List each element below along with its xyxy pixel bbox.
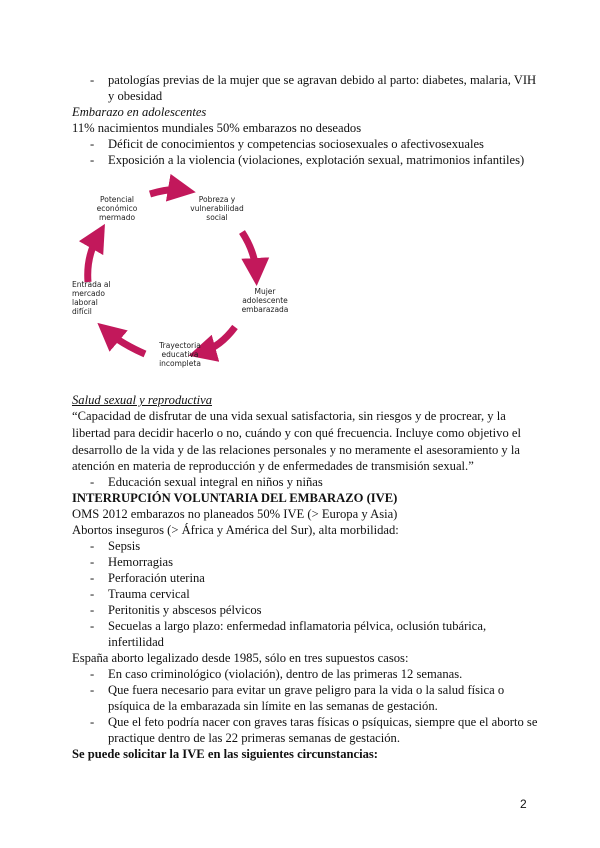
bullet-text: Educación sexual integral en niños y niñas [108,475,323,489]
cycle-arrow [242,232,256,272]
bullet-text: psíquica de la embarazada sin límite en las semanas de gestación. [108,699,438,713]
bullet-text: Peritonitis y abscesos pélvicos [108,603,262,617]
bullet-text: Exposición a la violencia (violaciones, explotación sexual, matrimonios infantiles) [108,153,525,167]
bullet-text: infertilidad [108,635,164,649]
bullet-text: Trauma cervical [108,587,190,601]
cycle-node-label: Mujer adolescente embarazada [241,287,289,314]
quote-line: atención en materia de reproducción y de enfermedades de transmisión sexual.” [72,459,474,473]
bullet-dash: - [90,153,95,167]
cycle-arrow [150,190,182,195]
bullet-dash: - [90,137,95,151]
cycle-node-label: Entrada al mercado laboral difícil [72,280,111,316]
bullet-dash: - [90,603,95,617]
bullet-dash: - [90,587,95,601]
cycle-diagram [60,172,300,382]
bullet-text: Sepsis [108,539,141,553]
bullet-text: practique dentro de las 22 primeras semanas de gestación. [108,731,400,745]
cycle-arrow [88,236,98,282]
section-heading: Embarazo en adolescentes [72,105,207,119]
paragraph: Abortos inseguros (> África y América del Sur), alta morbilidad: [72,523,399,537]
bullet-text: Secuelas a largo plazo: enfermedad inflamatoria pélvica, oclusión tubárica, [108,619,487,633]
bullet-dash: - [90,683,95,697]
bullet-dash: - [90,571,95,585]
bullet-dash: - [90,667,95,681]
bullet-text: Déficit de conocimientos y competencias sociosexuales o afectivosexuales [108,137,484,151]
quote-line: libertad para decidir hacerlo o no, cuándo y con qué frecuencia. Incluye como objetivo el [72,426,521,440]
page-number: 2 [520,797,527,811]
cycle-node-label: Potencial económico mermado [96,195,138,222]
section-heading: Se puede solicitar la IVE en las siguientes circunstancias: [72,747,378,761]
paragraph: España aborto legalizado desde 1985, sólo en tres supuestos casos: [72,651,409,665]
section-heading: Salud sexual y reproductiva [72,393,213,407]
bullet-text: patologías previas de la mujer que se agravan debido al parto: diabetes, malaria, VIH [108,73,537,87]
cycle-node-label: Trayectoria educativa incompleta [159,341,201,368]
bullet-dash: - [90,539,95,553]
bullet-dash: - [90,555,95,569]
paragraph: 11% nacimientos mundiales 50% embarazos no deseados [72,121,362,135]
bullet-text: y obesidad [108,89,163,103]
bullet-dash: - [90,73,95,87]
section-heading: INTERRUPCIÓN VOLUNTARIA DEL EMBARAZO (IVE) [72,491,398,505]
cycle-node-label: Pobreza y vulnerabilidad social [190,195,244,222]
quote-line: desarrollo de la vida y de las relaciones personales y no meramente el asesoramiento y la [72,443,520,457]
bullet-dash: - [90,715,95,729]
bullet-dash: - [90,475,95,489]
cycle-arrow [108,332,145,354]
quote-line: “Capacidad de disfrutar de una vida sexual satisfactoria, sin riesgos y de procrear, y la [72,409,506,423]
bullet-text: Que fuera necesario para evitar un grave peligro para la vida o la salud física o [108,683,505,697]
bullet-text: Hemorragias [108,555,174,569]
paragraph: OMS 2012 embarazos no planeados 50% IVE (> Europa y Asia) [72,507,398,521]
bullet-text: Perforación uterina [108,571,205,585]
bullet-dash: - [90,619,95,633]
bullet-text: Que el feto podría nacer con graves taras físicas o psíquicas, siempre que el aborto se [108,715,538,729]
bullet-text: En caso criminológico (violación), dentro de las primeras 12 semanas. [108,667,463,681]
cycle-arrow [202,327,235,352]
